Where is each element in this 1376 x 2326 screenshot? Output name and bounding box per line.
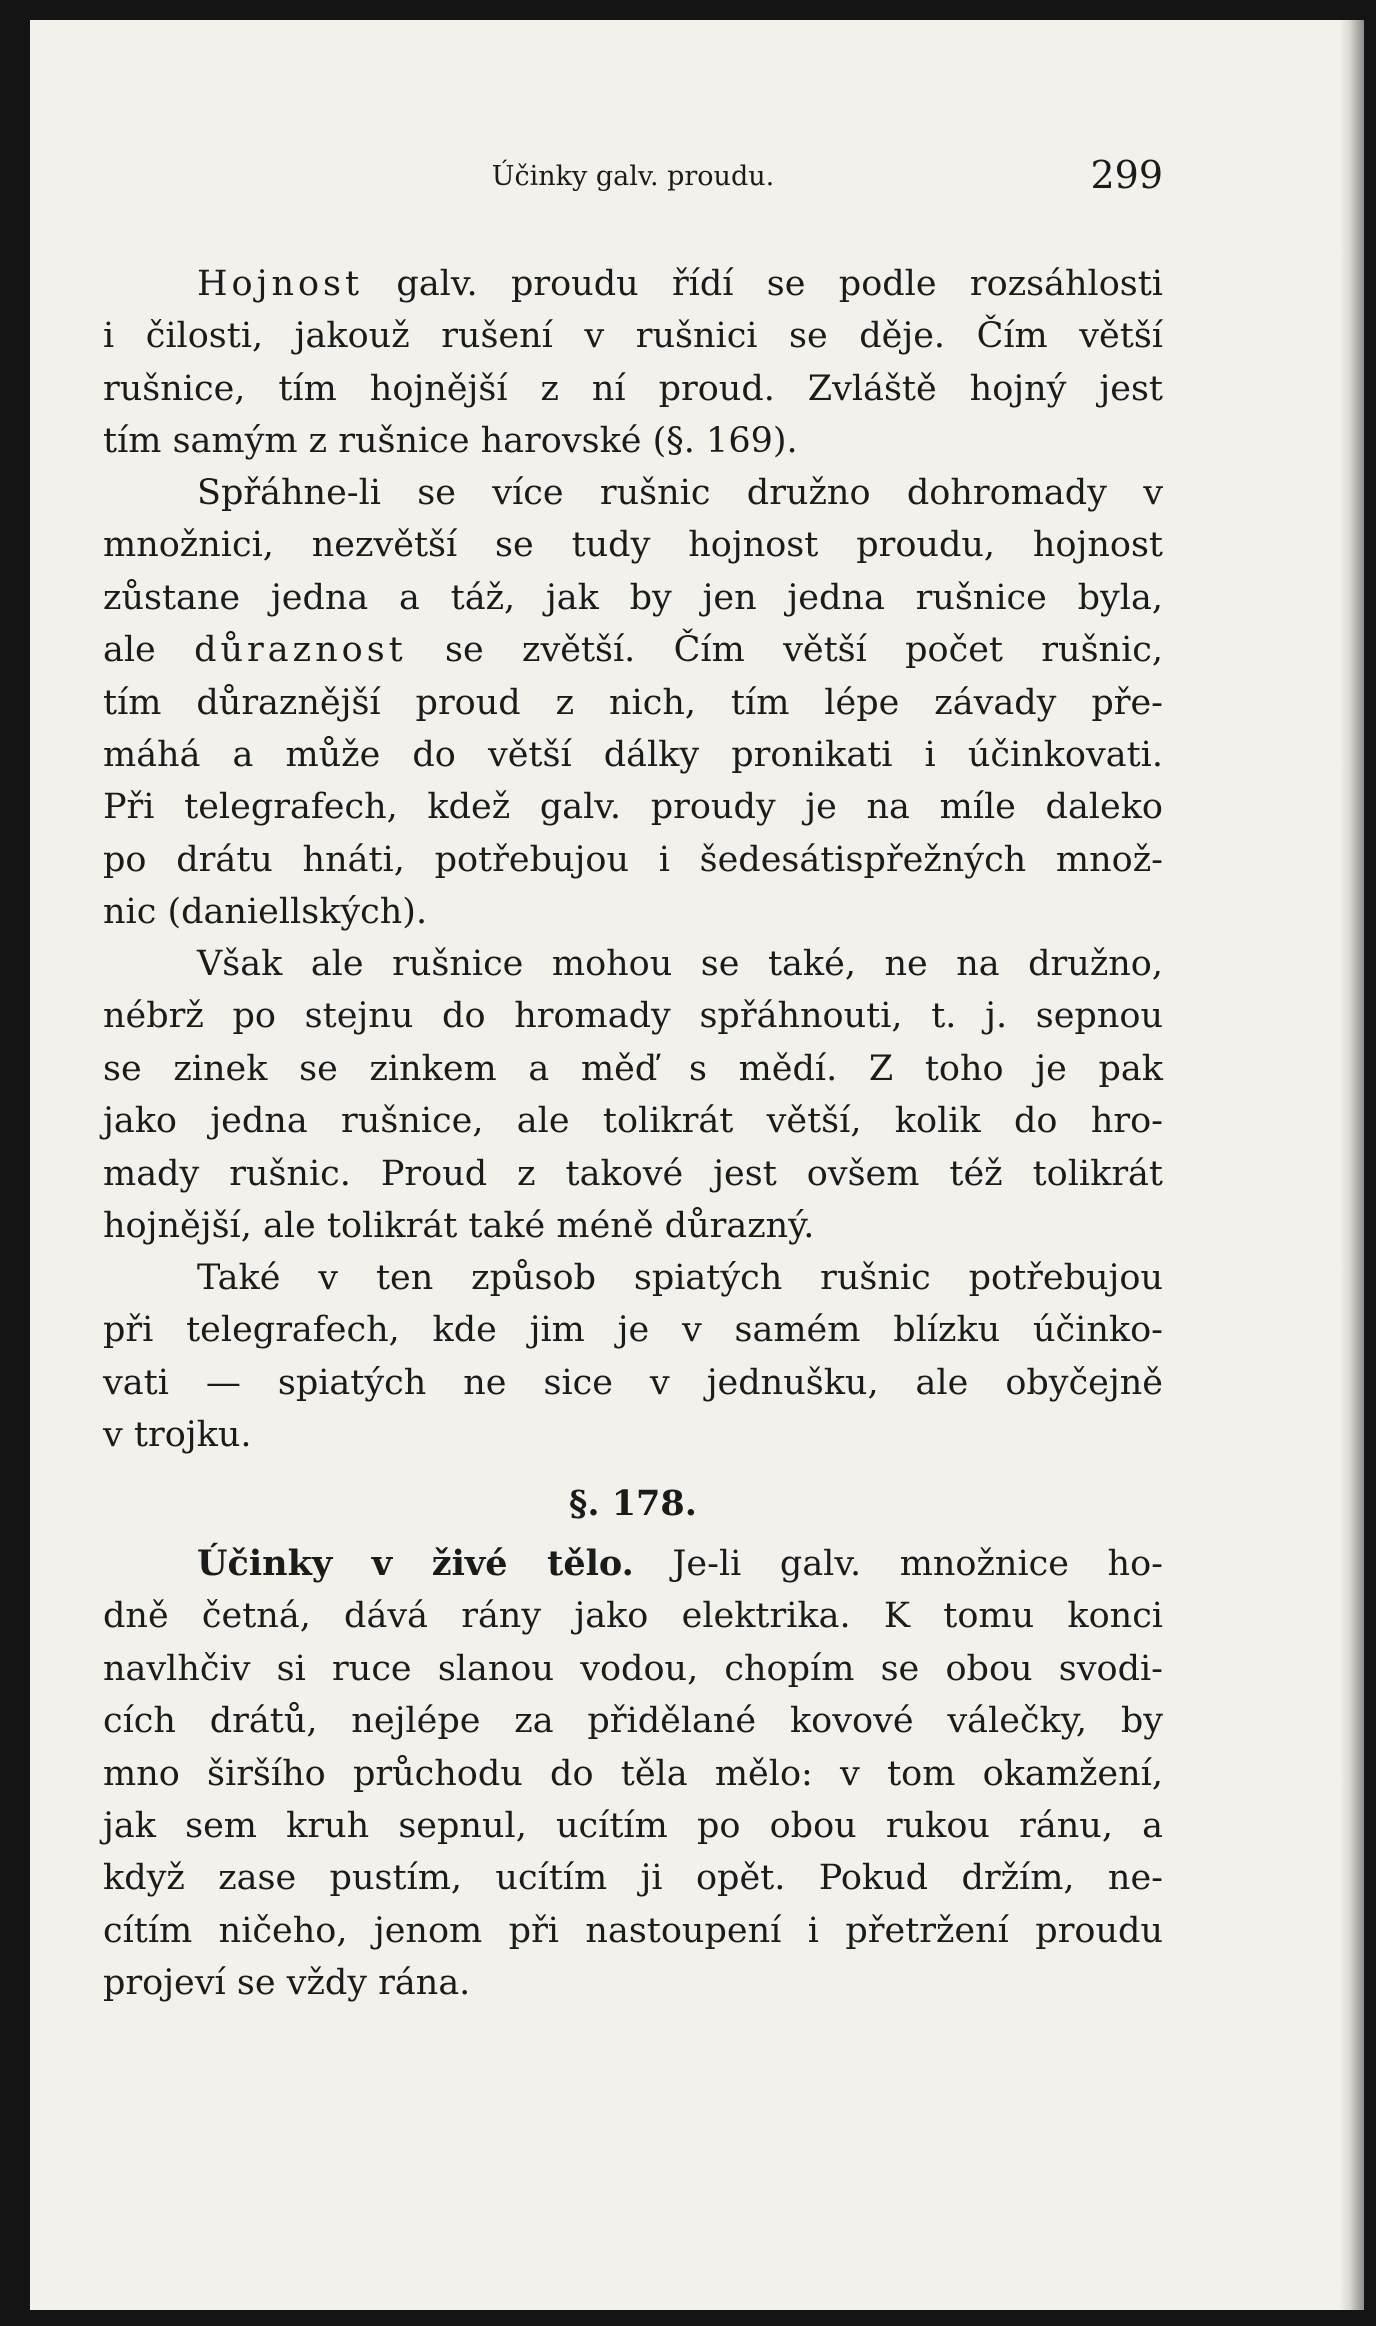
text-line: Při telegrafech, kdež galv. proudy je na míle daleko [103,787,1163,828]
text-line: v trojku. [103,1415,252,1456]
text-line: projeví se vždy rána. [103,1963,471,2004]
text-line: hojnější, ale tolikrát také méně důrazný. [103,1206,815,1247]
page-spine-shadow [1340,20,1364,2310]
text-line: po drátu hnáti, potřebujou i šedesátispřežných množ- [103,839,1163,880]
section-heading: §. 178. [569,1483,697,1524]
text-line: zůstane jedna a táž, jak by jen jedna rušnice byla, [103,577,1163,618]
text-line [103,624,1163,676]
text-line: dně četná, dává rány jako elektrika. K tomu konci [103,1596,1163,1637]
paragraph-1 [103,258,1163,468]
page-number: 299 [1090,153,1163,197]
line-rest: galv. proudu řídí se podle rozsáhlosti [363,264,1163,304]
text-line: se zinek se zinkem a měď s mědí. Z toho je pak [103,1048,1163,1089]
text-line: rušnice, tím hojnější z ní proud. Zvláště hojný jest [103,368,1163,409]
text-line: jak sem kruh sepnul, ucítím po obou rukou ránu, a [103,1806,1163,1847]
running-head: Účinky galv. proudu. [491,161,775,192]
text-line: nic (daniellských). [103,892,428,933]
paragraph-title: Účinky v živé tělo. [197,1543,634,1584]
text-line: cítím ničeho, jenom při nastoupení i přetržení proudu [103,1910,1163,1951]
text-line: navlhčiv si ruce slanou vodou, chopím se obou svodi- [103,1648,1163,1689]
text-line: vati — spiatých ne sice v jednušku, ale obyčejně [103,1362,1163,1403]
text-line: tím samým z rušnice harovské (§. 169). [103,421,798,462]
text-line: když zase pustím, ucítím ji opět. Pokud držím, ne- [103,1858,1163,1899]
spaced-word: důraznost [194,630,407,671]
text-line: tím důraznější proud z nich, tím lépe závady pře- [103,682,1163,723]
text-line: Však ale rušnice mohou se také, ne na družno, [197,944,1163,984]
line-rest: se zvětší. Čím větší počet rušnic, [406,630,1163,671]
text-line: Spřáhne-li se více rušnic družno dohromady v [197,473,1163,513]
text-line [103,1538,1163,1590]
spaced-word: Hojnost [197,264,364,304]
paragraph-2 [103,467,1163,939]
text-line: nébrž po stejnu do hromady spřáhnouti, t. j. sepnou [103,996,1163,1037]
text-line: cích drátů, nejlépe za přidělané kovové válečky, by [103,1701,1163,1742]
text-line [103,258,1163,310]
text-line: při telegrafech, kde jim je v samém blízku účinko- [103,1310,1163,1351]
text-line: množnici, nezvětší se tudy hojnost proudu, hojnost [103,525,1163,566]
paragraph-3 [103,938,1163,1252]
line-rest: Je-li galv. množnice ho- [633,1544,1163,1584]
text-line: máhá a může do větší dálky pronikati i účinkovati. [103,735,1163,776]
paragraph-5 [103,1538,1163,2010]
paragraph-4 [103,1252,1163,1462]
text-line: mno širšího průchodu do těla mělo: v tom okamžení, [103,1753,1163,1794]
text-line: i čilosti, jakouž rušení v rušnici se děje. Čím větší [103,316,1163,357]
line-start: ale [103,630,195,671]
text-line: mady rušnic. Proud z takové jest ovšem též tolikrát [103,1153,1163,1194]
text-line: Také v ten způsob spiatých rušnic potřebujou [197,1258,1163,1298]
text-line: jako jedna rušnice, ale tolikrát větší, kolik do hro- [103,1101,1163,1142]
page-header [103,153,1163,205]
